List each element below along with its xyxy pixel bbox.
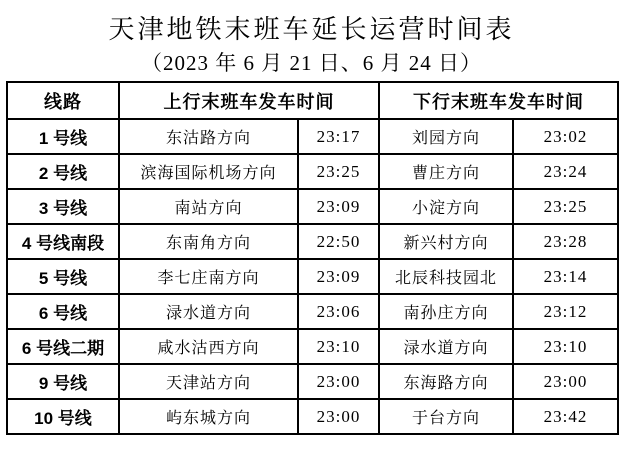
up-direction-cell: 东南角方向 xyxy=(119,224,298,259)
down-time-cell: 23:00 xyxy=(513,364,618,399)
up-time-cell: 23:25 xyxy=(298,154,379,189)
line-name-cell: 1 号线 xyxy=(7,119,119,154)
down-direction-cell: 渌水道方向 xyxy=(379,329,513,364)
table-row xyxy=(7,154,618,189)
up-time-cell: 23:00 xyxy=(298,399,379,434)
up-time-cell: 23:00 xyxy=(298,364,379,399)
table-row xyxy=(7,189,618,224)
line-name-cell: 9 号线 xyxy=(7,364,119,399)
col-header-line: 线路 xyxy=(7,82,119,119)
up-direction-cell: 咸水沽西方向 xyxy=(119,329,298,364)
down-direction-cell: 新兴村方向 xyxy=(379,224,513,259)
down-direction-cell: 小淀方向 xyxy=(379,189,513,224)
down-direction-cell: 于台方向 xyxy=(379,399,513,434)
table-row xyxy=(7,224,618,259)
down-direction-cell: 曹庄方向 xyxy=(379,154,513,189)
page-subtitle: （2023 年 6 月 21 日、6 月 24 日） xyxy=(141,51,482,75)
table-row xyxy=(7,364,618,399)
timetable xyxy=(6,81,619,435)
down-direction-cell: 刘园方向 xyxy=(379,119,513,154)
up-time-cell: 23:17 xyxy=(298,119,379,154)
line-name-cell: 3 号线 xyxy=(7,189,119,224)
down-time-cell: 23:24 xyxy=(513,154,618,189)
line-name-cell: 4 号线南段 xyxy=(7,224,119,259)
up-direction-cell: 滨海国际机场方向 xyxy=(119,154,298,189)
up-time-cell: 23:09 xyxy=(298,259,379,294)
down-time-cell: 23:02 xyxy=(513,119,618,154)
line-name-cell: 6 号线二期 xyxy=(7,329,119,364)
up-direction-cell: 渌水道方向 xyxy=(119,294,298,329)
line-name-cell: 6 号线 xyxy=(7,294,119,329)
down-time-cell: 23:10 xyxy=(513,329,618,364)
table-row xyxy=(7,399,618,434)
up-time-cell: 22:50 xyxy=(298,224,379,259)
line-name-cell: 5 号线 xyxy=(7,259,119,294)
down-direction-cell: 东海路方向 xyxy=(379,364,513,399)
down-time-cell: 23:25 xyxy=(513,189,618,224)
up-direction-cell: 天津站方向 xyxy=(119,364,298,399)
up-direction-cell: 东沽路方向 xyxy=(119,119,298,154)
down-time-cell: 23:28 xyxy=(513,224,618,259)
up-direction-cell: 南站方向 xyxy=(119,189,298,224)
col-header-down: 下行末班车发车时间 xyxy=(379,82,618,119)
table-row xyxy=(7,329,618,364)
table-row xyxy=(7,259,618,294)
up-time-cell: 23:10 xyxy=(298,329,379,364)
up-direction-cell: 屿东城方向 xyxy=(119,399,298,434)
down-time-cell: 23:12 xyxy=(513,294,618,329)
up-time-cell: 23:06 xyxy=(298,294,379,329)
table-row xyxy=(7,294,618,329)
up-direction-cell: 李七庄南方向 xyxy=(119,259,298,294)
table-row xyxy=(7,119,618,154)
down-direction-cell: 北辰科技园北 xyxy=(379,259,513,294)
down-direction-cell: 南孙庄方向 xyxy=(379,294,513,329)
up-time-cell: 23:09 xyxy=(298,189,379,224)
line-name-cell: 10 号线 xyxy=(7,399,119,434)
header-row xyxy=(7,82,618,119)
down-time-cell: 23:14 xyxy=(513,259,618,294)
down-time-cell: 23:42 xyxy=(513,399,618,434)
page-title: 天津地铁末班车延长运营时间表 xyxy=(108,15,515,44)
line-name-cell: 2 号线 xyxy=(7,154,119,189)
col-header-up: 上行末班车发车时间 xyxy=(119,82,379,119)
